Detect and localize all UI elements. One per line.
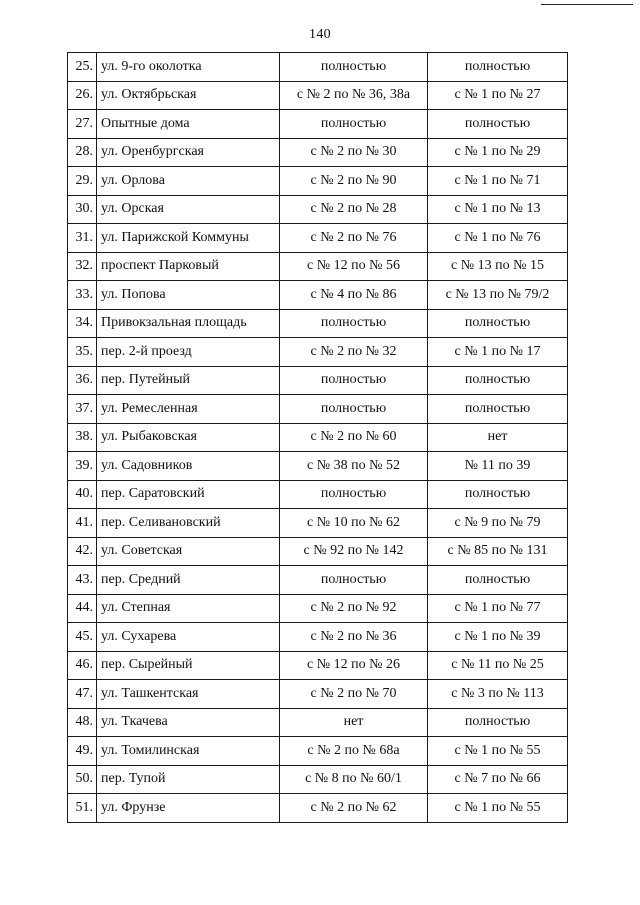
even-houses-cell: с № 10 по № 62 [280,509,428,538]
even-houses-cell: с № 8 по № 60/1 [280,765,428,794]
street-name-cell: ул. Советская [97,537,280,566]
row-number-cell: 38. [68,423,97,452]
row-number-cell: 35. [68,338,97,367]
table-row [68,195,568,224]
odd-houses-cell: с № 1 по № 76 [428,224,568,253]
odd-houses-cell: полностью [428,110,568,139]
row-number-cell: 39. [68,452,97,481]
table-row [68,509,568,538]
street-name-cell: ул. Рыбаковская [97,423,280,452]
row-number-cell: 40. [68,480,97,509]
odd-houses-cell: полностью [428,309,568,338]
street-name-cell: Привокзальная площадь [97,309,280,338]
table-row [68,366,568,395]
street-name-cell: проспект Парковый [97,252,280,281]
table-row [68,167,568,196]
table-row [68,537,568,566]
table-row [68,708,568,737]
odd-houses-cell: с № 1 по № 71 [428,167,568,196]
street-name-cell: ул. 9-го околотка [97,53,280,82]
row-number-cell: 44. [68,594,97,623]
even-houses-cell: с № 2 по № 70 [280,680,428,709]
even-houses-cell: с № 2 по № 30 [280,138,428,167]
table-row [68,395,568,424]
row-number-cell: 29. [68,167,97,196]
even-houses-cell: нет [280,708,428,737]
even-houses-cell: с № 2 по № 92 [280,594,428,623]
street-name-cell: ул. Садовников [97,452,280,481]
even-houses-cell: с № 2 по № 62 [280,794,428,823]
page-edge-mark [541,4,633,5]
street-name-cell: пер. Сырейный [97,651,280,680]
even-houses-cell: с № 2 по № 36, 38а [280,81,428,110]
table-row [68,623,568,652]
table-row [68,110,568,139]
odd-houses-cell: с № 3 по № 113 [428,680,568,709]
odd-houses-cell: с № 1 по № 17 [428,338,568,367]
odd-houses-cell: полностью [428,53,568,82]
address-table [67,52,568,823]
row-number-cell: 41. [68,509,97,538]
row-number-cell: 34. [68,309,97,338]
odd-houses-cell: с № 11 по № 25 [428,651,568,680]
odd-houses-cell: с № 1 по № 13 [428,195,568,224]
table-row [68,281,568,310]
odd-houses-cell: с № 85 по № 131 [428,537,568,566]
row-number-cell: 43. [68,566,97,595]
row-number-cell: 36. [68,366,97,395]
table-row [68,680,568,709]
table-row [68,594,568,623]
odd-houses-cell: с № 1 по № 77 [428,594,568,623]
even-houses-cell: с № 12 по № 26 [280,651,428,680]
row-number-cell: 28. [68,138,97,167]
street-name-cell: ул. Парижской Коммуны [97,224,280,253]
street-name-cell: ул. Ткачева [97,708,280,737]
even-houses-cell: с № 2 по № 90 [280,167,428,196]
row-number-cell: 27. [68,110,97,139]
even-houses-cell: с № 92 по № 142 [280,537,428,566]
street-name-cell: ул. Томилинская [97,737,280,766]
odd-houses-cell: полностью [428,395,568,424]
table-row [68,452,568,481]
even-houses-cell: с № 4 по № 86 [280,281,428,310]
row-number-cell: 45. [68,623,97,652]
even-houses-cell: с № 2 по № 36 [280,623,428,652]
street-name-cell: ул. Степная [97,594,280,623]
street-name-cell: ул. Ташкентская [97,680,280,709]
row-number-cell: 46. [68,651,97,680]
even-houses-cell: полностью [280,309,428,338]
row-number-cell: 51. [68,794,97,823]
street-name-cell: пер. Путейный [97,366,280,395]
table-row [68,81,568,110]
table-row [68,224,568,253]
odd-houses-cell: с № 9 по № 79 [428,509,568,538]
even-houses-cell: с № 12 по № 56 [280,252,428,281]
row-number-cell: 50. [68,765,97,794]
table-row [68,309,568,338]
odd-houses-cell: с № 1 по № 27 [428,81,568,110]
row-number-cell: 47. [68,680,97,709]
odd-houses-cell: № 11 по 39 [428,452,568,481]
even-houses-cell: с № 2 по № 60 [280,423,428,452]
even-houses-cell: с № 38 по № 52 [280,452,428,481]
street-name-cell: ул. Попова [97,281,280,310]
table-row [68,252,568,281]
table-row [68,737,568,766]
street-name-cell: ул. Октябрьская [97,81,280,110]
row-number-cell: 48. [68,708,97,737]
table-row [68,338,568,367]
street-name-cell: пер. 2-й проезд [97,338,280,367]
even-houses-cell: с № 2 по № 28 [280,195,428,224]
street-name-cell: пер. Саратовский [97,480,280,509]
table-row [68,138,568,167]
row-number-cell: 49. [68,737,97,766]
row-number-cell: 25. [68,53,97,82]
odd-houses-cell: полностью [428,480,568,509]
row-number-cell: 32. [68,252,97,281]
table-row [68,765,568,794]
street-name-cell: ул. Орлова [97,167,280,196]
page-number: 140 [309,27,331,42]
odd-houses-cell: с № 13 по № 79/2 [428,281,568,310]
row-number-cell: 42. [68,537,97,566]
table-row [68,53,568,82]
street-name-cell: ул. Орская [97,195,280,224]
odd-houses-cell: с № 1 по № 29 [428,138,568,167]
street-name-cell: ул. Оренбургская [97,138,280,167]
even-houses-cell: с № 2 по № 32 [280,338,428,367]
table-body [68,53,568,823]
even-houses-cell: с № 2 по № 76 [280,224,428,253]
street-name-cell: Опытные дома [97,110,280,139]
odd-houses-cell: с № 13 по № 15 [428,252,568,281]
odd-houses-cell: с № 1 по № 55 [428,794,568,823]
odd-houses-cell: с № 7 по № 66 [428,765,568,794]
even-houses-cell: с № 2 по № 68а [280,737,428,766]
row-number-cell: 26. [68,81,97,110]
even-houses-cell: полностью [280,366,428,395]
odd-houses-cell: нет [428,423,568,452]
odd-houses-cell: с № 1 по № 55 [428,737,568,766]
even-houses-cell: полностью [280,53,428,82]
even-houses-cell: полностью [280,395,428,424]
odd-houses-cell: полностью [428,566,568,595]
street-name-cell: пер. Тупой [97,765,280,794]
row-number-cell: 30. [68,195,97,224]
odd-houses-cell: с № 1 по № 39 [428,623,568,652]
table-row [68,423,568,452]
even-houses-cell: полностью [280,480,428,509]
table-row [68,566,568,595]
street-name-cell: ул. Сухарева [97,623,280,652]
even-houses-cell: полностью [280,566,428,595]
street-name-cell: ул. Фрунзе [97,794,280,823]
street-name-cell: пер. Средний [97,566,280,595]
table-row [68,480,568,509]
row-number-cell: 37. [68,395,97,424]
table-row [68,651,568,680]
row-number-cell: 33. [68,281,97,310]
street-name-cell: ул. Ремесленная [97,395,280,424]
even-houses-cell: полностью [280,110,428,139]
row-number-cell: 31. [68,224,97,253]
odd-houses-cell: полностью [428,708,568,737]
table-row [68,794,568,823]
odd-houses-cell: полностью [428,366,568,395]
street-name-cell: пер. Селивановский [97,509,280,538]
